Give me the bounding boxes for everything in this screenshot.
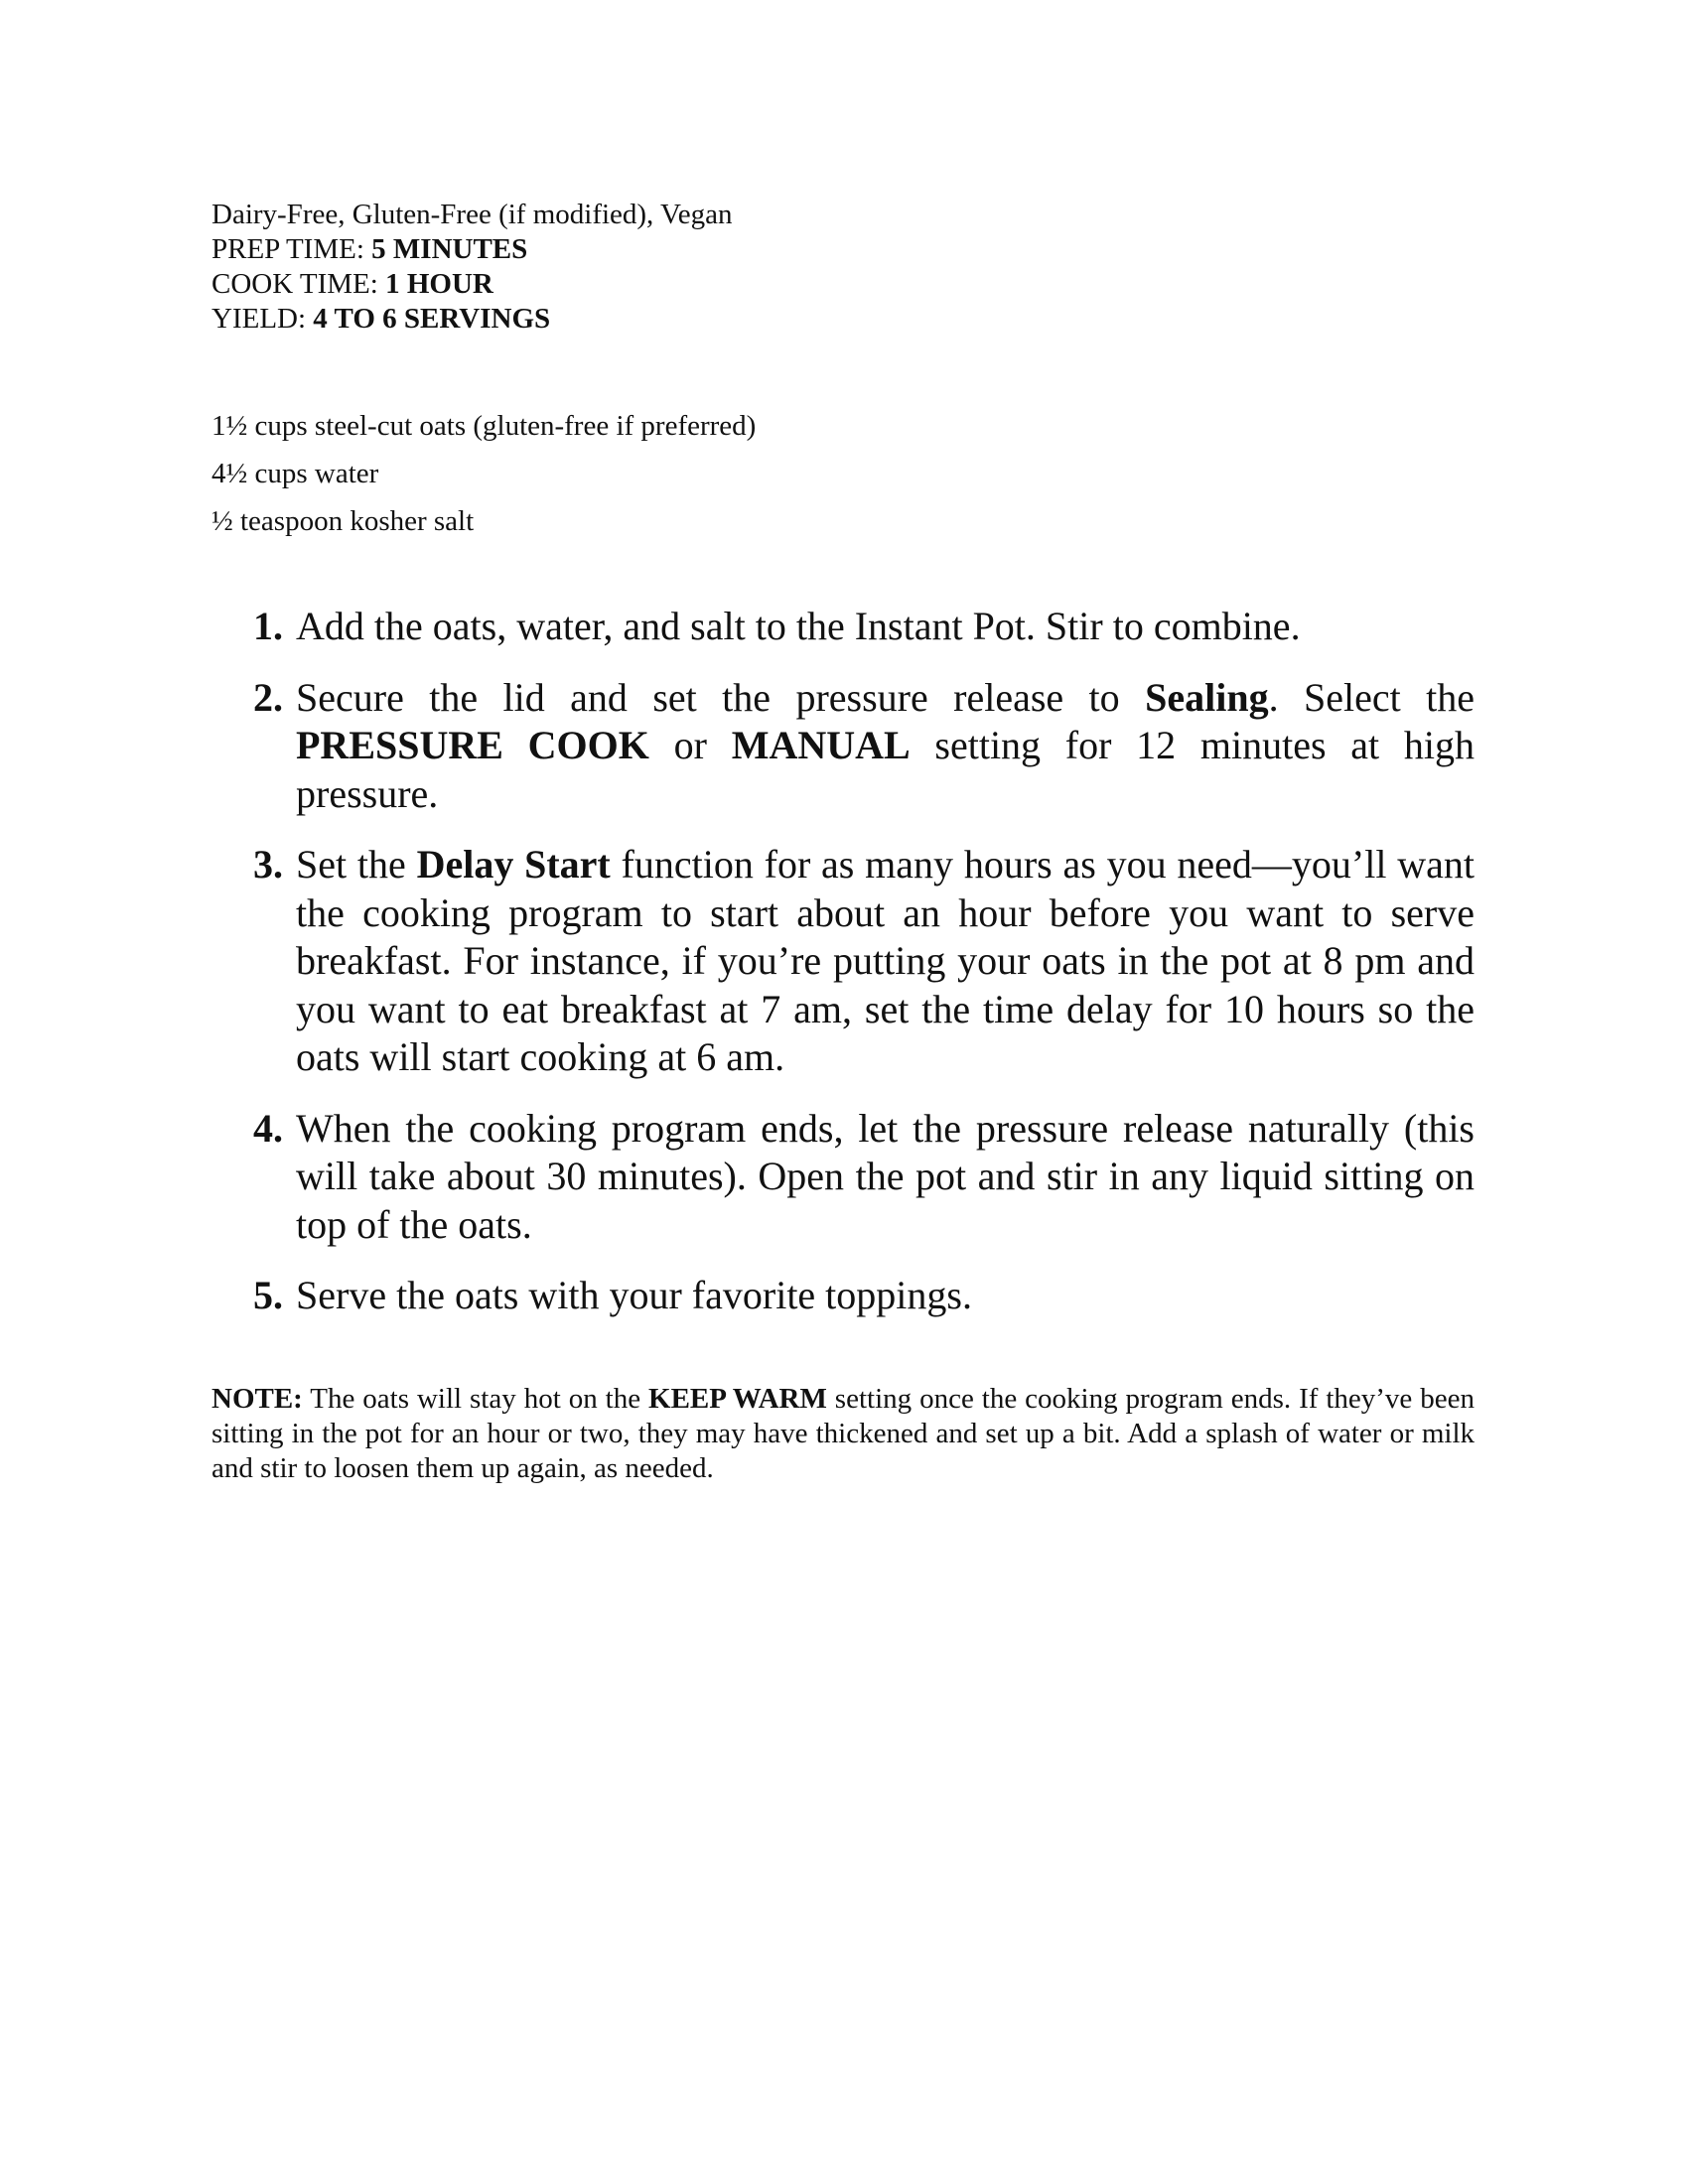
step-number: 1. [253, 604, 283, 648]
pressure-cook-term: PRESSURE COOK [296, 723, 649, 767]
yield-value: 4 TO 6 SERVINGS [313, 303, 551, 335]
step-text: Add the oats, water, and salt to the Instant Pot. Stir to combine. [296, 604, 1301, 648]
note-text-part: setting once the cooking program ends. If they’ve been sitting in the pot for an hour or two, they may have thickened and set up a bit. Add a splash of water or milk and stir to loosen them up again, as needed. [211, 1383, 1475, 1484]
step-text-part: Secure the lid and set the pressure release to [296, 674, 1146, 720]
prep-time-label: PREP TIME: [211, 233, 372, 265]
step-text-part: or [648, 723, 732, 767]
step-number: 5. [253, 1273, 283, 1317]
step-1 [211, 603, 1475, 651]
step-text-part: setting for 12 minutes at high pressure. [296, 723, 1475, 816]
note-label: NOTE: [211, 1383, 303, 1415]
step-text: When the cooking program ends, let the pressure release naturally (this will take about 30 minutes). Open the pot and stir in any liquid sitting on top of the oats. [296, 1105, 1475, 1247]
step-text-part: function for as many hours as you need—you’ll want the cooking program to start about an hour before you want to serve breakfast. For instance, if you’re putting your oats in the pot at 8 pm and you want to eat breakfast at 7 am, set the time delay for 10 hours so the oats will start cooking at 6 am. [296, 842, 1475, 1079]
recipe-note [211, 1382, 1475, 1486]
step-number: 2. [253, 674, 283, 720]
step-text-part: Set the [296, 842, 417, 887]
step-text: Serve the oats with your favorite toppings. [296, 1273, 972, 1317]
cook-time [211, 267, 1473, 302]
step-number: 3. [253, 842, 283, 887]
prep-time-value: 5 MINUTES [371, 233, 528, 265]
step-4 [211, 1105, 1475, 1250]
instruction-steps [211, 603, 1475, 1343]
step-3 [211, 841, 1475, 1082]
step-text-part: . Select the [1268, 674, 1476, 720]
keep-warm-term: KEEP WARM [648, 1383, 827, 1415]
step-5 [211, 1272, 1475, 1320]
ingredient-item: ½ teaspoon kosher salt [211, 505, 475, 537]
dietary-tags: Dairy-Free, Gluten-Free (if modified), Vegan [211, 199, 733, 230]
ingredient-item: 4½ cups water [211, 458, 379, 489]
manual-term: MANUAL [731, 723, 911, 767]
step-2 [211, 674, 1475, 819]
cook-time-label: COOK TIME: [211, 268, 386, 300]
prep-time [211, 232, 1473, 267]
yield [211, 302, 1473, 337]
delay-start-term: Delay Start [416, 842, 611, 887]
cook-time-value: 1 HOUR [385, 268, 493, 300]
note-text-part: The oats will stay hot on the [302, 1383, 649, 1415]
sealing-term: Sealing [1145, 674, 1269, 720]
yield-label: YIELD: [211, 303, 314, 335]
recipe-meta [211, 198, 1473, 337]
step-number: 4. [253, 1105, 283, 1151]
ingredient-list [211, 409, 1473, 552]
ingredient-item: 1½ cups steel-cut oats (gluten-free if preferred) [211, 410, 757, 442]
